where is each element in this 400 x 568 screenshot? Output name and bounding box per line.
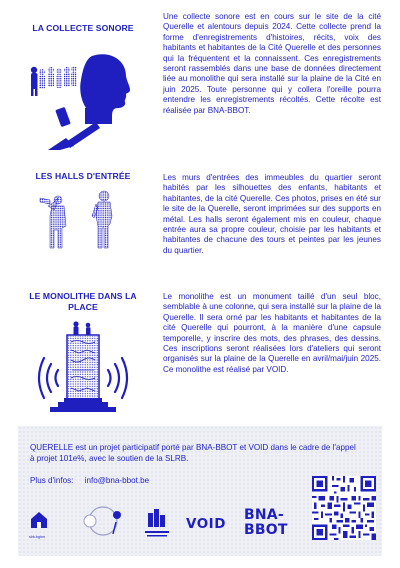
monolith-icon	[36, 318, 130, 414]
slrb-logo	[29, 510, 59, 544]
contact-label: Plus d'infos:	[30, 476, 74, 485]
section-heading-halls: LES HALLS D'ENTRÉE	[35, 171, 131, 181]
section-heading-monolithe: LE MONOLITHE DANS LA PLACE	[29, 291, 137, 312]
brussels-logo	[142, 505, 172, 539]
101-percent-logo	[79, 504, 123, 540]
contact-email-link[interactable]: info@bna-bbot.be	[84, 476, 150, 485]
recording-interview-icon	[26, 38, 144, 150]
bna-logo-line-2: BBOT	[244, 521, 288, 538]
bna-logo-line-1: BNA-	[244, 507, 284, 523]
section-text-halls: Les murs d'entrées des immeubles du quartier seront habités par les silhouettes des enfants, habitants et habitantes, de la cité Querelle. Ces photos, prises en été sur le site de la Querelle, seront imprimées sur des supports en métal. Les halls seront également mis en couleur, chaque entrée aura sa propre couleur, choisie par les habitants et habitantes de chacune des tours et peintes par les jeunes du quartier.	[163, 173, 381, 255]
footer-contact	[30, 476, 149, 485]
void-logo: VOID	[186, 516, 226, 532]
slrb-logo-text: slrb-bghm	[29, 535, 45, 539]
bna-bbot-logo	[244, 508, 288, 537]
section-text-collecte: Une collecte sonore est en cours sur le site de la cité Querelle et alentours depuis 2024. Cette collecte prend la forme d'enregistrements d'histoires, récits, voix des habitants et habitantes de la Cité Querelle et des personnes qui la fréquentent et la connaissent. Ces enregistrements seront rassemblés dans une base de données directement liée au monolithe qui sera installé sur la plaine de la Cité en juin 2025. Toute personne qui y collera l'oreille pourra entendre les enregistrements récoltés. Cette récolte est réalisée par BNA-BBOT.	[163, 12, 381, 115]
slrb-house-icon	[29, 510, 49, 530]
children-silhouettes-icon	[38, 186, 128, 256]
qr-code[interactable]	[312, 476, 376, 540]
footer-intro-text: QUERELLE est un projet participatif porté par BNA-BBOT et VOID dans le cadre de l'appel à projet 101e%, avec le soutien de la SLRB.	[30, 443, 356, 463]
section-text-monolithe: Le monolithe est un monument taillé d'un seul bloc, semblable à une colonne, qui sera installé sur la plaine de la Querelle. Il sera orné par les habitants et habitantes de la cité Querelle qui pourront, à la manière d'une capsule temporelle, y inscrire des mots, des phrases, des dessins. Ces inscriptions seront réalisées lors d'ateliers qui seront organisés sur la plaine de la Querelle en avril/mai/juin 2025. Ce monolithe est réalisé par VOID.	[163, 292, 381, 374]
section-heading-collecte: LA COLLECTE SONORE	[32, 23, 134, 33]
